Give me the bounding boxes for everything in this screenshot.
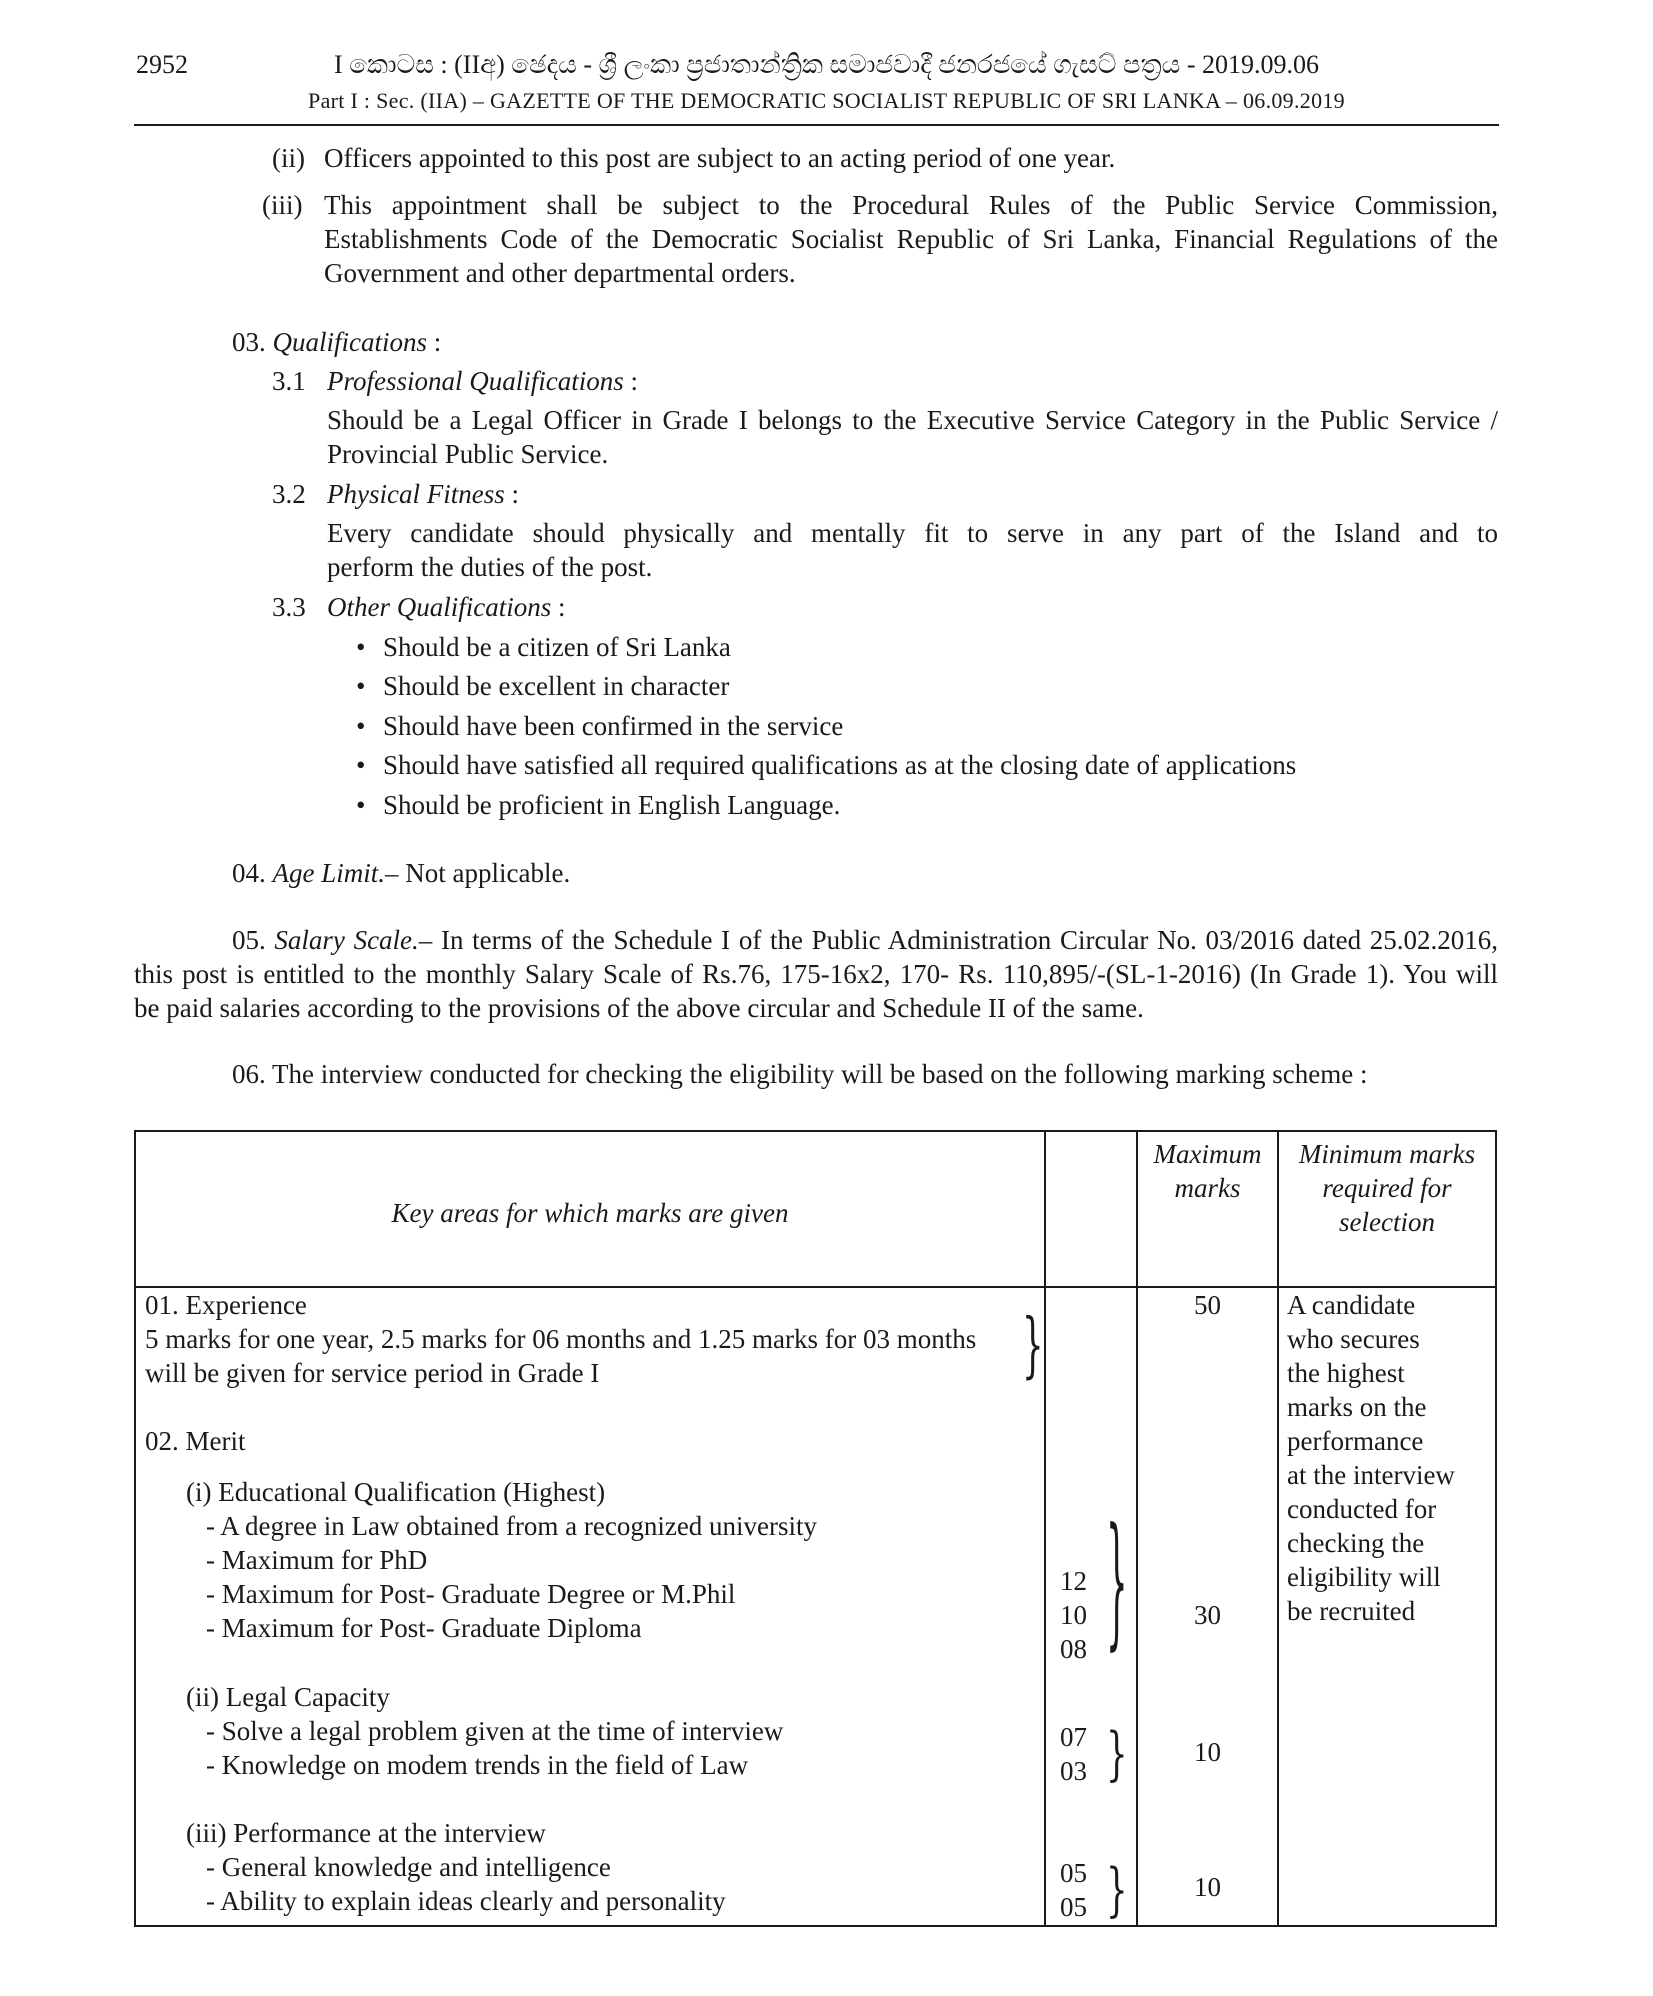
- minimum-marks-line: who secures: [1287, 1324, 1420, 1354]
- performance-sub-mark: 05: [1060, 1892, 1087, 1922]
- physical-fitness-colon: :: [511, 479, 519, 509]
- performance-item: - Ability to explain ideas clearly and personality: [206, 1886, 726, 1916]
- salary-scale-line-1: [232, 923, 1498, 957]
- experience-line-2: will be given for service period in Grade I: [145, 1358, 600, 1388]
- other-qualification-item: Should be proficient in English Language.: [383, 790, 841, 820]
- age-limit-text: Not applicable.: [405, 858, 571, 888]
- education-item: - A degree in Law obtained from a recognized university: [206, 1511, 818, 1541]
- header-divider: [134, 124, 1499, 126]
- performance-maximum-marks: 10: [1194, 1872, 1221, 1902]
- age-limit-number: 04.: [232, 858, 266, 888]
- education-sub-mark: 12: [1060, 1566, 1087, 1596]
- education-item: - Maximum for Post- Graduate Diploma: [206, 1613, 642, 1643]
- minimum-marks-line: conducted for: [1287, 1494, 1437, 1524]
- minimum-marks-line: checking the: [1287, 1528, 1425, 1558]
- table-divider: [1044, 1132, 1046, 1925]
- condition-iii-line-2: Establishments Code of the Democratic Socialist Republic of Sri Lanka, Financial Regulations of the: [324, 224, 1498, 254]
- other-qualification-item: Should have satisfied all required qualifications as at the closing date of applications: [383, 750, 1297, 780]
- condition-iii-line-3: Government and other departmental orders.: [324, 258, 796, 288]
- table-divider: [1136, 1132, 1138, 1925]
- professional-qualifications-line-1: Should be a Legal Officer in Grade I belongs to the Executive Service Category in the Public Service /: [327, 405, 1498, 435]
- experience-title: 01. Experience: [145, 1290, 307, 1320]
- other-qualification-item: Should have been confirmed in the service: [383, 711, 844, 741]
- minimum-marks-line: the highest: [1287, 1358, 1405, 1388]
- qualifications-title: Qualifications: [272, 327, 427, 357]
- bullet-icon: •: [356, 790, 366, 820]
- right-brace-icon: }: [1106, 1499, 1128, 1668]
- header-minimum-marks: Minimum marks required for selection: [1298, 1139, 1476, 1237]
- legal-capacity-maximum-marks: 10: [1194, 1737, 1221, 1767]
- performance-item: - General knowledge and intelligence: [206, 1852, 611, 1882]
- condition-iii-number: (iii): [262, 190, 303, 220]
- physical-fitness-number: 3.2: [272, 479, 306, 509]
- experience-line-1: 5 marks for one year, 2.5 marks for 06 months and 1.25 marks for 03 months: [145, 1324, 977, 1354]
- interview-marking-intro: 06. The interview conducted for checking the eligibility will be based on the following marking scheme :: [232, 1059, 1368, 1089]
- other-qualification-item: Should be excellent in character: [383, 671, 730, 701]
- physical-fitness-line-2: perform the duties of the post.: [327, 552, 653, 582]
- marking-scheme-table: [134, 1130, 1497, 1927]
- qualifications-heading: [232, 325, 441, 359]
- professional-qualifications-title: Professional Qualifications: [327, 366, 624, 396]
- minimum-marks-line: be recruited: [1287, 1596, 1416, 1626]
- experience-maximum-marks: 50: [1194, 1290, 1221, 1320]
- professional-qualifications-number: 3.1: [272, 366, 306, 396]
- header-maximum-marks: Maximum marks: [1153, 1139, 1262, 1203]
- professional-qualifications-colon: :: [630, 366, 639, 396]
- table-divider: [1277, 1132, 1279, 1925]
- legal-capacity-sub-mark: 07: [1060, 1722, 1087, 1752]
- other-qualifications-number: 3.3: [272, 592, 306, 622]
- gazette-title-english: Part I : Sec. (IIA) – GAZETTE OF THE DEMOCRATIC SOCIALIST REPUBLIC OF SRI LANKA – 06.09.2019: [308, 88, 1345, 113]
- salary-scale-number: 05.: [232, 925, 266, 955]
- header-key-areas: Key areas for which marks are given: [391, 1198, 789, 1228]
- bullet-icon: •: [356, 711, 366, 741]
- education-sub-mark: 08: [1060, 1634, 1087, 1664]
- page-number: 2952: [136, 50, 188, 79]
- physical-fitness-heading: [327, 477, 519, 511]
- minimum-marks-line: eligibility will: [1287, 1562, 1441, 1592]
- salary-scale-title: Salary Scale.–: [274, 925, 433, 955]
- right-brace-icon: }: [1022, 1303, 1044, 1388]
- right-brace-icon: }: [1106, 1856, 1128, 1925]
- minimum-marks-line: at the interview: [1287, 1460, 1455, 1490]
- other-qualification-item: Should be a citizen of Sri Lanka: [383, 632, 731, 662]
- legal-capacity-item: - Solve a legal problem given at the time of interview: [206, 1716, 784, 1746]
- bullet-icon: •: [356, 632, 366, 662]
- minimum-marks-line: A candidate: [1287, 1290, 1416, 1320]
- minimum-marks-line: marks on the: [1287, 1392, 1427, 1422]
- bullet-icon: •: [356, 750, 366, 780]
- minimum-marks-line: performance: [1287, 1426, 1424, 1456]
- condition-ii-number: (ii): [272, 143, 305, 173]
- education-item: - Maximum for PhD: [206, 1545, 428, 1575]
- education-sub-mark: 10: [1060, 1600, 1087, 1630]
- qualifications-colon: :: [433, 327, 442, 357]
- professional-qualifications-heading: [327, 364, 638, 398]
- condition-ii-text: Officers appointed to this post are subject to an acting period of one year.: [324, 143, 1116, 173]
- bullet-icon: •: [356, 671, 366, 701]
- physical-fitness-title: Physical Fitness: [327, 479, 505, 509]
- education-title: (i) Educational Qualification (Highest): [186, 1477, 606, 1507]
- professional-qualifications-line-2: Provincial Public Service.: [327, 439, 609, 469]
- performance-sub-mark: 05: [1060, 1858, 1087, 1888]
- salary-scale-line-2: this post is entitled to the monthly Salary Scale of Rs.76, 175-16x2, 170- Rs. 110,895/-(SL-1-2016) (In Grade 1). You will: [134, 959, 1498, 989]
- right-brace-icon: }: [1106, 1720, 1128, 1789]
- legal-capacity-sub-mark: 03: [1060, 1756, 1087, 1786]
- qualifications-number: 03.: [232, 327, 266, 357]
- education-maximum-marks: 30: [1194, 1600, 1221, 1630]
- gazette-title-sinhala: I කොටස : (IIඅ) ඡෙදය - ශ්‍රී ලංකා ප්‍රජාතාන්ත්‍රික සමාජවාදී ජනරජයේ ගැසට් පත්‍රය - 2019.09.06: [333, 50, 1319, 79]
- condition-iii-line-1: This appointment shall be subject to the Procedural Rules of the Public Service Commission,: [324, 190, 1498, 220]
- legal-capacity-item: - Knowledge on modem trends in the field of Law: [206, 1750, 749, 1780]
- education-item: - Maximum for Post- Graduate Degree or M.Phil: [206, 1579, 736, 1609]
- age-limit-title: Age Limit.–: [272, 858, 399, 888]
- age-limit-paragraph: [232, 856, 570, 890]
- physical-fitness-line-1: Every candidate should physically and mentally fit to serve in any part of the Island and to: [327, 518, 1498, 548]
- performance-title: (iii) Performance at the interview: [186, 1818, 546, 1848]
- other-qualifications-heading: [327, 590, 566, 624]
- salary-scale-line-3: be paid salaries according to the provisions of the above circular and Schedule II of the same.: [134, 993, 1144, 1023]
- legal-capacity-title: (ii) Legal Capacity: [186, 1682, 390, 1712]
- other-qualifications-colon: :: [558, 592, 566, 622]
- salary-scale-line-1-text: In terms of the Schedule I of the Public Administration Circular No. 03/2016 dated 25.02.2016,: [440, 925, 1499, 955]
- merit-title: 02. Merit: [145, 1426, 246, 1456]
- other-qualifications-title: Other Qualifications: [327, 592, 552, 622]
